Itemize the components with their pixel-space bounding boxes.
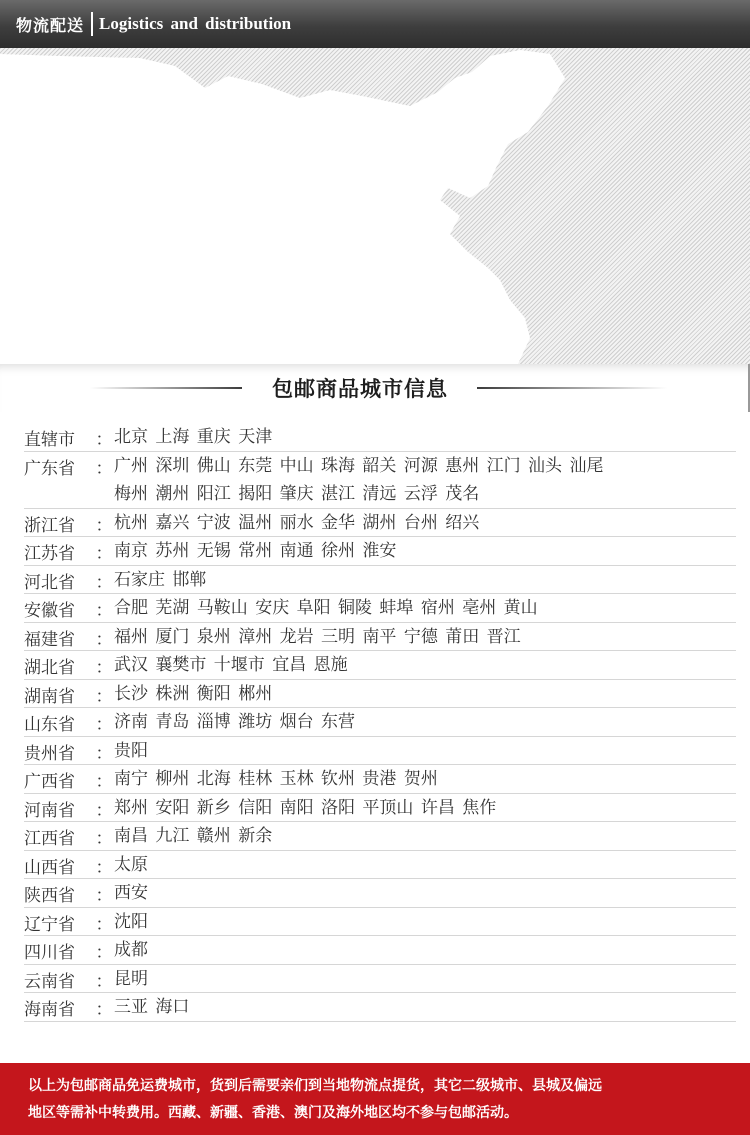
- province-label: 河北省: [24, 572, 75, 593]
- header-separator: [91, 12, 93, 36]
- province-colon: ：: [95, 658, 113, 678]
- city-line: 济南 青岛 淄博 潍坊 烟台 东营: [114, 712, 356, 732]
- list-item: [24, 851, 736, 880]
- list-item: [24, 794, 736, 823]
- city-line: 西安: [114, 883, 148, 903]
- city-names: [114, 680, 736, 708]
- province-colon: ：: [95, 914, 113, 935]
- list-item: [24, 936, 736, 965]
- list-item: [24, 737, 736, 766]
- city-names: [114, 879, 736, 907]
- province-colon: ：: [95, 743, 113, 764]
- city-names: [114, 623, 736, 651]
- province-label: 直辖市: [24, 430, 75, 450]
- city-names: [114, 822, 736, 850]
- section-header: [0, 0, 750, 48]
- list-item: [24, 651, 736, 680]
- section-title: 包邮商品城市信息: [272, 376, 448, 401]
- city-line: 北京 上海 重庆 天津: [114, 427, 273, 447]
- city-names: [114, 794, 736, 822]
- province-colon: ：: [95, 515, 113, 536]
- province-label: 广东省: [24, 458, 75, 479]
- china-map-icon: [0, 48, 750, 364]
- province-label: 贵州省: [24, 743, 75, 764]
- province-label: 浙江省: [24, 515, 75, 536]
- list-item: [24, 822, 736, 851]
- footer-notice: [0, 1063, 750, 1135]
- province-colon: ：: [95, 430, 113, 450]
- list-item: [24, 452, 736, 509]
- city-line: 广州 深圳 佛山 东莞 中山 珠海 韶关 河源 惠州 江门 汕头 汕尾: [114, 455, 604, 476]
- list-item: [24, 879, 736, 908]
- section-divider: [0, 364, 750, 412]
- province-colon: ：: [95, 772, 113, 792]
- city-names: [114, 594, 736, 622]
- header-title-cn: 物流配送: [16, 15, 85, 35]
- divider-line-left: [90, 387, 242, 389]
- city-line: 三亚 海口: [114, 997, 190, 1017]
- province-label: 辽宁省: [24, 914, 75, 935]
- city-line: 南宁 柳州 北海 桂林 玉林 钦州 贵港 贺州: [114, 769, 438, 789]
- city-line: 沈阳: [114, 911, 148, 932]
- province-colon: ：: [95, 572, 113, 593]
- list-item: [24, 965, 736, 994]
- city-names: [114, 737, 736, 765]
- province-colon: ：: [95, 800, 113, 821]
- list-item: [24, 765, 736, 794]
- city-names: [114, 851, 736, 879]
- city-line: 石家庄 邯郸: [114, 569, 207, 590]
- city-line: 成都: [114, 940, 148, 960]
- header-title-en: Logistics and distribution: [99, 14, 292, 33]
- province-label: 云南省: [24, 971, 75, 992]
- province-label: 广西省: [24, 772, 75, 792]
- footer-line-2: 地区等需补中转费用。西藏、新疆、香港、澳门及海外地区均不参与包邮活动。: [28, 1105, 518, 1121]
- city-names: [114, 509, 736, 537]
- province-colon: ：: [95, 686, 113, 707]
- list-item: [24, 594, 736, 623]
- list-item: [24, 566, 736, 595]
- city-names: [114, 908, 736, 936]
- province-colon: ：: [95, 601, 113, 621]
- city-line: 合肥 芜湖 马鞍山 安庆 阜阳 铜陵 蚌埠 宿州 亳州 黄山: [114, 598, 538, 618]
- province-label: 江苏省: [24, 544, 75, 564]
- province-colon: ：: [95, 857, 113, 878]
- list-item: [24, 680, 736, 709]
- province-label: 四川省: [24, 943, 75, 963]
- city-names: [114, 423, 736, 451]
- city-line: 贵阳: [114, 740, 148, 761]
- province-colon: ：: [95, 544, 113, 564]
- city-names: [114, 566, 736, 594]
- province-colon: ：: [95, 886, 113, 906]
- province-label: 海南省: [24, 1000, 75, 1020]
- list-item: [24, 908, 736, 937]
- province-label: 山西省: [24, 857, 75, 878]
- province-label: 湖北省: [24, 658, 75, 678]
- province-label: 山东省: [24, 715, 75, 735]
- list-item: [24, 537, 736, 566]
- province-colon: ：: [95, 458, 113, 479]
- province-label: 江西省: [24, 829, 75, 849]
- city-names: [114, 708, 736, 736]
- city-line: 昆明: [114, 968, 148, 989]
- divider-line-right: [477, 387, 667, 389]
- city-line: 长沙 株洲 衡阳 郴州: [114, 683, 273, 704]
- city-line: 杭州 嘉兴 宁波 温州 丽水 金华 湖州 台州 绍兴: [114, 512, 480, 533]
- city-line: 郑州 安阳 新乡 信阳 南阳 洛阳 平顶山 许昌 焦作: [114, 797, 497, 818]
- city-line: 南昌 九江 赣州 新余: [114, 826, 273, 846]
- list-item: [24, 993, 736, 1022]
- city-names: [114, 651, 736, 679]
- province-colon: ：: [95, 629, 113, 650]
- list-item: [24, 509, 736, 538]
- city-line: 梅州 潮州 阳江 揭阳 肇庆 湛江 清远 云浮 茂名: [114, 483, 480, 504]
- list-item: [24, 623, 736, 652]
- province-colon: ：: [95, 971, 113, 992]
- province-colon: ：: [95, 829, 113, 849]
- footer-line-1: 以上为包邮商品免运费城市，货到后需要亲们到当地物流点提货，其它二级城市、县城及偏远: [28, 1078, 602, 1094]
- city-line: 武汉 襄樊市 十堰市 宜昌 恩施: [114, 655, 348, 675]
- province-colon: ：: [95, 1000, 113, 1020]
- city-line: 南京 苏州 无锡 常州 南通 徐州 淮安: [114, 541, 397, 561]
- province-colon: ：: [95, 715, 113, 735]
- province-label: 安徽省: [24, 601, 75, 621]
- city-line: 福州 厦门 泉州 漳州 龙岩 三明 南平 宁德 莆田 晋江: [114, 626, 521, 647]
- list-item: [24, 708, 736, 737]
- city-names: [114, 537, 736, 565]
- list-item: [24, 423, 736, 452]
- city-names: [114, 965, 736, 993]
- city-line: 太原: [114, 854, 148, 875]
- province-label: 河南省: [24, 800, 75, 821]
- province-colon: ：: [95, 943, 113, 963]
- city-names: [114, 765, 736, 793]
- province-label: 湖南省: [24, 686, 75, 707]
- city-names: [114, 936, 736, 964]
- city-names: [114, 993, 736, 1021]
- province-label: 福建省: [24, 629, 75, 650]
- map-banner: [0, 48, 750, 364]
- city-names: [114, 452, 736, 508]
- province-label: 陕西省: [24, 886, 75, 906]
